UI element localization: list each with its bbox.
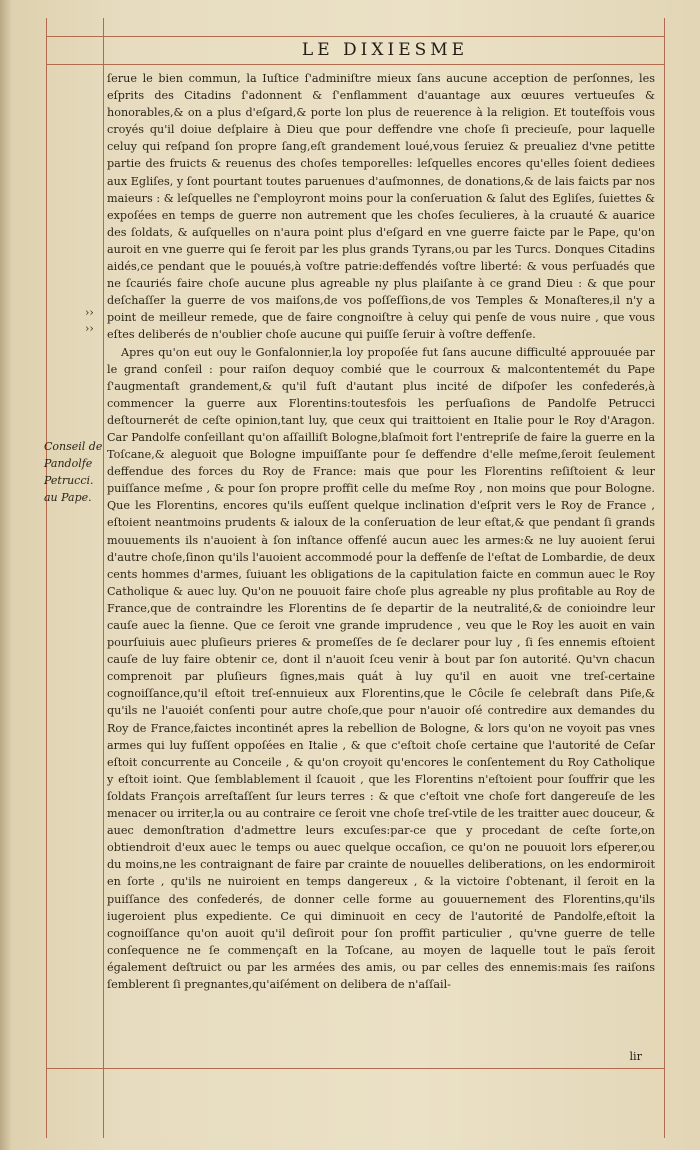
right-rule — [664, 18, 665, 1138]
left-outer-rule — [46, 18, 47, 1138]
bottom-rule — [46, 1068, 664, 1069]
left-inner-rule — [103, 18, 104, 1138]
margin-note: Conseil de Pandolfe Petrucci. au Pape. — [44, 440, 103, 504]
body-text — [107, 70, 655, 993]
top-rule — [46, 36, 664, 37]
head-rule — [46, 64, 664, 65]
paragraph: Apres qu'on eut ouy le Gonfalonnier,la loy propoſée fut ſans aucune difficulté approuuée par le grand conſeil : pour raiſon dequoy combié que le courroux & malcontentemét du Pape ſ'augmentaſt grandement,& qu'il fuſt d'autant plus incité de diſpoſer les confederés,à commencer la guerre aux Florentins:toutesfois les perſuaſions de Pandolfe Petrucci deſtournerét de ceſte opinion,tant luy, que ceux qui traittoient en Italie pour le Roy d'Aragon. Car Pandolfe conſeillant qu'on aſſailliſt Bologne,blaſmoit fort l'entrepriſe de faire la guerre en la Toſcane,& aleguoit que Bologne impuiſſante pour ſe deffendre d'elle meſme,ſeroit ſeulement deffendue des forces du Roy de France: mais que pour les Florentins reſiſtoient & leur puiſſance meſme , & pour ſon propre proffit celle du meſme Roy , non moins que pour Bologne. Que les Florentins, encores qu'ils euſſent quelque inclination d'eſprit vers le Roy de France , eſtoient neantmoins prudents & ialoux de la conſeruation de leur eſtat,& que pendant ſi grands mouuements ils n'auoient à ſon inſtance offenſé aucun auec les armes:& ne luy auoient ſerui d'autre choſe,ſinon qu'ils l'auoient accommodé pour la deffenſe de l'eſtat de Lombardie, de deux cents hommes d'armes, ſuiuant les obligations de la capitulation faicte en commun auec le Roy Catholique & auec luy. Qu'on ne pouuoit faire choſe plus agreable ny plus profitable au Roy de France,que de contraindre les Florentins de ſe departir de la neutralité,& de conioindre leur cauſe auec la ſienne. Que ce ſeroit vne grande imprudence , veu que le Roy les auoit en vain pourſuiuis auec pluſieurs prieres & promeſſes de ſe declarer pour luy , ſi ſes ennemis eſtoient cauſe de luy faire obtenir ce, dont il n'auoit ſceu venir à bout par ſon autorité. Qu'vn chacun comprenoit par pluſieurs ſignes,mais quát à luy qu'il en auoit vne treſ-certaine cognoiſſance,qu'il eſtoit treſ-ennuieux aux Florentins,que le Côcile ſe celebraſt dans Piſe,& qu'ils ne l'auoiét conſenti pour autre choſe,que pour n'auoir oſé contredire aux demandes du Roy de France,faictes incontinét apres la rebellion de Bologne, & lors qu'on ne voyoit pas vnes armes qui luy fuſſent oppoſées en Italie , & que c'eſtoit choſe certaine que l'autorité de Ceſar eſtoit concurrente au Conceile , & qu'on croyoit qu'encores le conſentement du Roy Catholique y eſtoit ioint. Que ſemblablement il ſcauoit , que les Florentins n'eſtoient pour ſouffrir que les ſoldats François arreſtaſſent ſur leurs terres : & que c'eſtoit vne choſe fort dangereuſe de les menacer ou irriter,la ou au contraire ce ſeroit vne choſe treſ-vtile de les traitter auec douceur, & auec demonſtration d'admettre leurs excuſes:par-ce que y procedant de ceſte ſorte,on obtiendroit d'eux auec le temps ou auec quelque occaſion, ce qu'on ne pouuoit lors eſperer,ou du moins,ne les contraignant de faire par crainte de nouuelles deliberations, on les endormiroit en ſorte , qu'ils ne nuiroient en temps dangereux , & la victoire ſ'obtenant, il ſeroit en la puiſſance des confederés, de donner celle forme au gouuernement des Florentins,qu'ils iugeroient plus expediente. Ce qui diminuoit en cecy de l'autorité de Pandolfe,eſtoit la cognoiſſance qu'on auoit qu'il deſiroit pour ſon proffit particulier , qu'vne guerre de telle conſequence ne ſe commençaſt en la Toſcane, au moyen de laquelle tout le païs ſeroit également deſtruict ou par les armées des amis, ou par celles des ennemis:mais ſes raiſons ſemblerent ſi pregnantes,qu'aiſément on delibera de n'aſſail- — [107, 345, 655, 991]
catchword: lir — [629, 1050, 642, 1063]
running-head: LE DIXIESME — [301, 40, 469, 60]
quote-marks — [85, 305, 94, 336]
paragraph: ſerue le bien commun, la Iuſtice ſ'adminiſtre mieux ſans aucune acception de perſonnes, les eſprits des Citadins ſ'adonnent & ſ'enflamment d'auantage aux œuures vertueuſes & honorables,& on a plus d'eſgard,& porte lon plus de reuerence à la religion. Et touteſfois vous croyés qu'il doiue deſplaire à Dieu que pour deffendre vne choſe ſi precieuſe, pour laquelle celuy qui reſpand ſon propre ſang,eſt grandement loué,vous ſeruiez & preualiez d'vne petitte partie des fruicts & reuenus des choſes temporelles: leſquelles encores qu'elles ſoient dediees aux Egliſes, y ſont pourtant toutes paruenues d'auſmonnes, de donations,& de lais faicts par nos maieurs : & leſquelles ne ſ'employront moins pour la conſeruation & ſalut des Egliſes, ſuiettes & expoſées en temps de guerre non autrement que les choſes ſeculieres, à la cruauté & auarice des ſoldats, & auſquelles on n'aura point plus d'eſgard en vne guerre faicte par le Pape, qu'on auroit en vne guerre qui ſe feroit par les plus grands Tyrans,ou par les Turcs. Donques Citadins aidés,ce pendant que le pouués,à voſtre patrie:deffendés voſtre liberté: & vous perſuadés que ne ſcauriés faire choſe aucune plus agreable ny plus plaiſante à ce grand Dieu : & que pour deſchaſſer la guerre de vos maiſons,de vos poſſeſſions,de vos Temples & Monaſteres,il n'y a point de meilleur remede, que de faire congnoiſtre à celuy qui penſe de vous nuire , que vous eſtes deliberés de n'oublier choſe aucune qui puiſſe ſeruir à voſtre deffenſe. — [107, 72, 655, 342]
page-edge-shadow — [0, 0, 12, 1150]
quote-mark: ›› — [85, 306, 94, 319]
quote-mark: ›› — [85, 321, 94, 335]
